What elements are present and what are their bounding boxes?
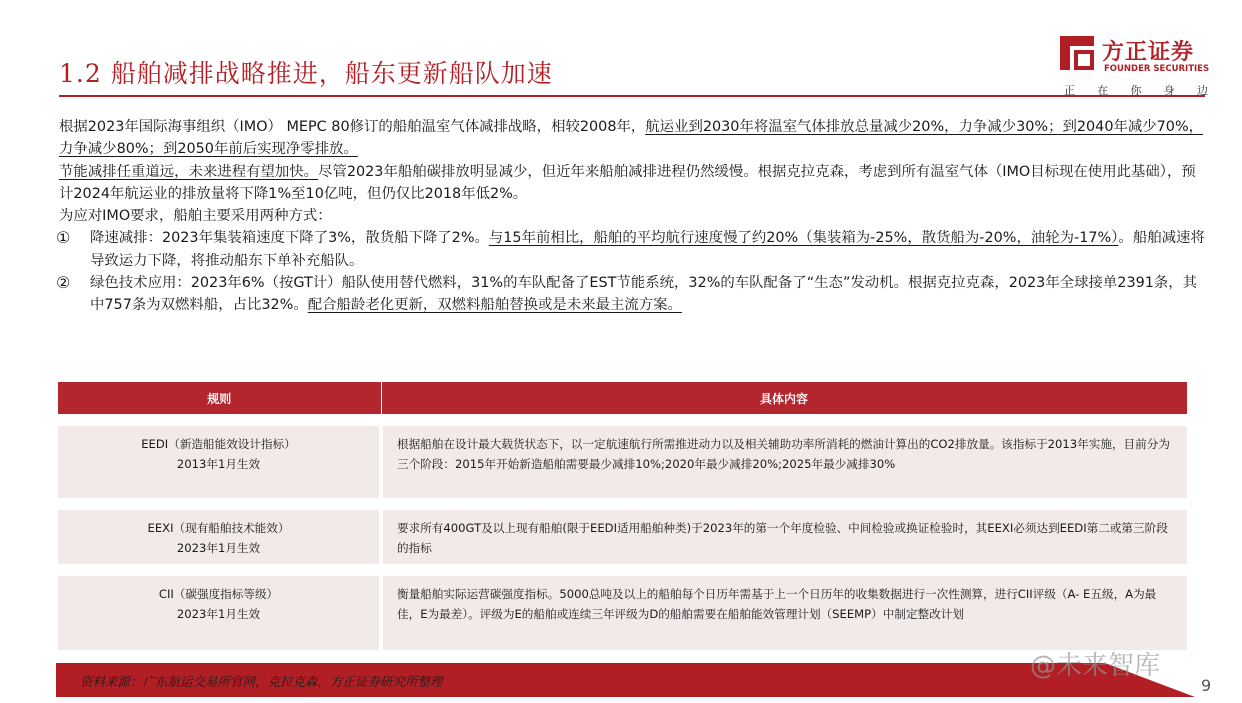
logo-slogan — [1064, 82, 1208, 98]
slogan-char: 你 — [1130, 84, 1142, 97]
rule-cell — [58, 420, 381, 504]
founder-securities-logo — [1058, 34, 1208, 99]
source-note: 资料来源：广东航运交易所官网，克拉克森，方正证券研究所整理 — [80, 674, 443, 689]
page-title: 1.2 船舶减排战略推进，船东更新船队加速 — [59, 59, 553, 88]
table-row — [58, 504, 1187, 570]
rule-name: EEDI（新造船能效设计指标） — [141, 437, 296, 451]
content-cell: 衡量船舶实际运营碳强度指标。5000总吨及以上的船舶每个日历年需基于上一个日历年的收集数据进行一次性测算，进行CII评级（A- E五级，A为最佳，E为最差）。评级为E的船舶或连续三年评级为D的船舶需要在船舶能效管理计划（SEEMP）中制定整改计划 — [381, 570, 1187, 650]
regulation-table — [58, 382, 1188, 650]
underlined-text: 与15年前相比，船舶的平均航行速度慢了约20%（集装箱为-25%，散货船为-20%，油轮为-17%） — [488, 230, 1119, 247]
header-content: 具体内容 — [381, 382, 1187, 420]
page-number: 9 — [1201, 676, 1212, 695]
underlined-text: 航运业到2030年将温室气体排放总量减少20%，力争减少30%；到2040年减少70%，力争减少80%；到2050年前后实现净零排放。 — [59, 119, 1204, 158]
text-span: 降速减排：2023年集装箱速度下降了3%，散货船下降了2%。 — [90, 230, 489, 247]
body-text — [56, 116, 1209, 317]
title-divider — [59, 95, 1205, 97]
slogan-char: 正 — [1064, 84, 1075, 97]
underlined-text: 配合船龄老化更新，双燃料船舶替换或是未来最主流方案。 — [307, 297, 682, 314]
slogan-char: 边 — [1197, 84, 1208, 97]
logo-name-en: FOUNDER SECURITIES — [1104, 64, 1210, 74]
paragraph-imo-strategy — [59, 116, 1209, 161]
rule-cell — [58, 570, 381, 650]
table-row — [58, 420, 1187, 504]
table-row — [58, 570, 1187, 650]
watermark: @未来智库 — [1030, 651, 1161, 681]
table-header-row — [58, 382, 1187, 420]
founder-logo-icon — [1058, 34, 1096, 72]
rule-effective-date: 2023年1月生效 — [176, 607, 261, 621]
text-span: 绿色技术应用：2023年6%（按GT计）船队使用替代燃料，31%的车队配备了EST节能系统，32%的车队配备了“生态”发动机。根据克拉克森，2023年全球接单2391条，其中757条为双燃料船，占比32%。 — [90, 275, 1198, 314]
text-span: 尽管2023年船舶碳排放明显减少，但近年来船舶减排进程仍然缓慢。根据克拉克森，考虑到所有温室气体（IMO目标现在使用此基础），预计2024年航运业的排放量将下降1%至10亿吨，但仍仅比2018年低2%。 — [59, 163, 1196, 202]
rule-name: EEXI（现有船舶技术能效） — [147, 521, 290, 535]
footer-bar — [56, 663, 1195, 697]
header-rule: 规则 — [58, 382, 381, 420]
content-cell: 根据船舶在设计最大载货状态下，以一定航速航行所需推进动力以及相关辅助功率所消耗的燃油计算出的CO2排放量。该指标于2013年实施，目前分为三个阶段：2015年开始新造船舶需要最少减排10%;2020年最少减排20%;2025年最少减排30% — [381, 420, 1187, 504]
list-item-green-tech — [56, 272, 1209, 317]
list-item-speed-reduction — [56, 227, 1209, 272]
content-cell: 要求所有400GT及以上现有船舶(限于EEDI适用船舶种类)于2023年的第一个年度检验、中间检验或换证检验时，其EEXI必须达到EEDI第二或第三阶段的指标 — [381, 504, 1187, 570]
rule-cell — [58, 504, 381, 570]
paragraph-emission-progress — [59, 161, 1209, 206]
slogan-char: 身 — [1163, 84, 1175, 97]
paragraph-methods-intro: 为应对IMO要求，船舶主要采用两种方式： — [59, 208, 332, 225]
rule-effective-date: 2013年1月生效 — [176, 457, 261, 471]
item-number: ② — [56, 273, 71, 293]
text-span: 根据2023年国际海事组织（IMO） MEPC 80修订的船舶温室气体减排战略，相较2008年， — [59, 119, 646, 135]
logo-name-cn: 方正证券 — [1102, 40, 1195, 65]
rule-effective-date: 2023年1月生效 — [176, 541, 261, 555]
item-number: ① — [56, 228, 71, 248]
underlined-text: 节能减排任重道远，未来进程有望加快。 — [59, 163, 319, 180]
slogan-char: 在 — [1097, 84, 1109, 97]
text-span: 。船舶减速将导致运力下降，将推动船东下单补充船队。 — [90, 230, 1205, 269]
rule-name: CII（碳强度指标等级） — [158, 587, 279, 601]
